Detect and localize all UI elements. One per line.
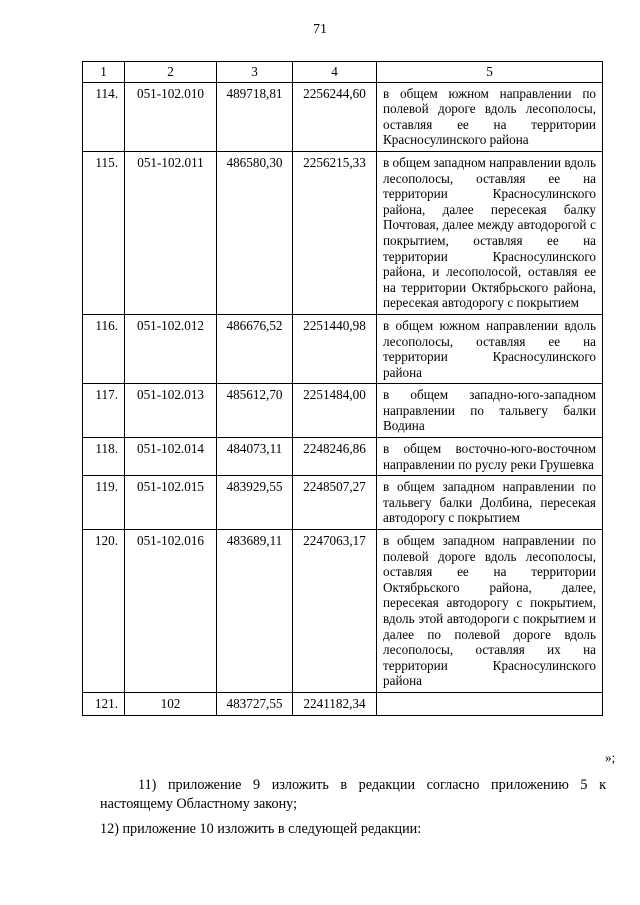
boundary-description: в общем южном направлении по полевой дороге вдоль лесополосы, оставляя ее на территории Красносулинского района bbox=[377, 82, 603, 151]
row-number: 121. bbox=[83, 692, 125, 715]
column-header: 1 bbox=[83, 62, 125, 83]
point-code: 051-102.010 bbox=[125, 82, 217, 151]
coordinate-x: 486580,30 bbox=[217, 151, 293, 314]
row-number: 114. bbox=[83, 82, 125, 151]
table-row bbox=[83, 151, 603, 314]
column-header: 2 bbox=[125, 62, 217, 83]
table-row bbox=[83, 82, 603, 151]
table-row bbox=[83, 476, 603, 530]
point-code: 051-102.012 bbox=[125, 314, 217, 383]
boundary-description: в общем западном направлении вдоль лесополосы, оставляя ее на территории Красносулинского района, далее пересекая балку Почтовая, далее между автодорогой с покрытием, оставляя ее на территории Красносулинского района, и лесополосой, оставляя ее на территории Октябрьского района, пересекая автодорогу с покрытием bbox=[377, 151, 603, 314]
page-number: 71 bbox=[313, 22, 327, 37]
table-row bbox=[83, 530, 603, 693]
boundary-description bbox=[377, 692, 603, 715]
row-number: 117. bbox=[83, 384, 125, 438]
row-number: 116. bbox=[83, 314, 125, 383]
coordinate-y: 2251440,98 bbox=[293, 314, 377, 383]
coordinate-y: 2248246,86 bbox=[293, 438, 377, 476]
coordinate-y: 2247063,17 bbox=[293, 530, 377, 693]
boundary-description: в общем южном направлении вдоль лесополосы, оставляя ее на территории Красносулинского района bbox=[377, 314, 603, 383]
coordinate-x: 483727,55 bbox=[217, 692, 293, 715]
row-number: 118. bbox=[83, 438, 125, 476]
point-code: 051-102.014 bbox=[125, 438, 217, 476]
table-header-row bbox=[83, 62, 603, 83]
column-header: 3 bbox=[217, 62, 293, 83]
coordinate-y: 2256244,60 bbox=[293, 82, 377, 151]
coordinate-x: 489718,81 bbox=[217, 82, 293, 151]
coordinate-x: 483689,11 bbox=[217, 530, 293, 693]
row-number: 119. bbox=[83, 476, 125, 530]
point-code: 051-102.016 bbox=[125, 530, 217, 693]
boundary-description: в общем восточно-юго-восточном направлении по руслу реки Грушевка bbox=[377, 438, 603, 476]
coordinate-y: 2248507,27 bbox=[293, 476, 377, 530]
boundary-description: в общем западно-юго-западном направлении по тальвегу балки Водина bbox=[377, 384, 603, 438]
coordinate-x: 485612,70 bbox=[217, 384, 293, 438]
row-number: 115. bbox=[83, 151, 125, 314]
coordinate-x: 484073,11 bbox=[217, 438, 293, 476]
closing-quote-mark: »; bbox=[605, 750, 616, 765]
paragraph-item-11: 11) приложение 9 изложить в редакции согласно приложению 5 к настоящему Областному закону; bbox=[100, 777, 606, 812]
point-code: 051-102.011 bbox=[125, 151, 217, 314]
table-row bbox=[83, 692, 603, 715]
row-number: 120. bbox=[83, 530, 125, 693]
point-code: 051-102.015 bbox=[125, 476, 217, 530]
column-header: 5 bbox=[377, 62, 603, 83]
column-header: 4 bbox=[293, 62, 377, 83]
table-row bbox=[83, 384, 603, 438]
coordinate-x: 486676,52 bbox=[217, 314, 293, 383]
coordinate-x: 483929,55 bbox=[217, 476, 293, 530]
boundary-description: в общем западном направлении по тальвегу балки Долбина, пересекая автодорогу с покрытием bbox=[377, 476, 603, 530]
point-code: 102 bbox=[125, 692, 217, 715]
paragraph-item-12: 12) приложение 10 изложить в следующей редакции: bbox=[100, 821, 422, 837]
boundary-points-table bbox=[82, 61, 603, 716]
boundary-description: в общем западном направлении по полевой дороге вдоль лесополосы, оставляя ее на территории Октябрьского района, далее, пересекая автодорогу с покрытием, вдоль этой автодороги с покрытием и далее по полевой дороге вдоль лесополосы, оставляя их на территории Красносулинского района bbox=[377, 530, 603, 693]
coordinate-y: 2241182,34 bbox=[293, 692, 377, 715]
point-code: 051-102.013 bbox=[125, 384, 217, 438]
coordinate-y: 2251484,00 bbox=[293, 384, 377, 438]
table-row bbox=[83, 314, 603, 383]
table-row bbox=[83, 438, 603, 476]
coordinate-y: 2256215,33 bbox=[293, 151, 377, 314]
